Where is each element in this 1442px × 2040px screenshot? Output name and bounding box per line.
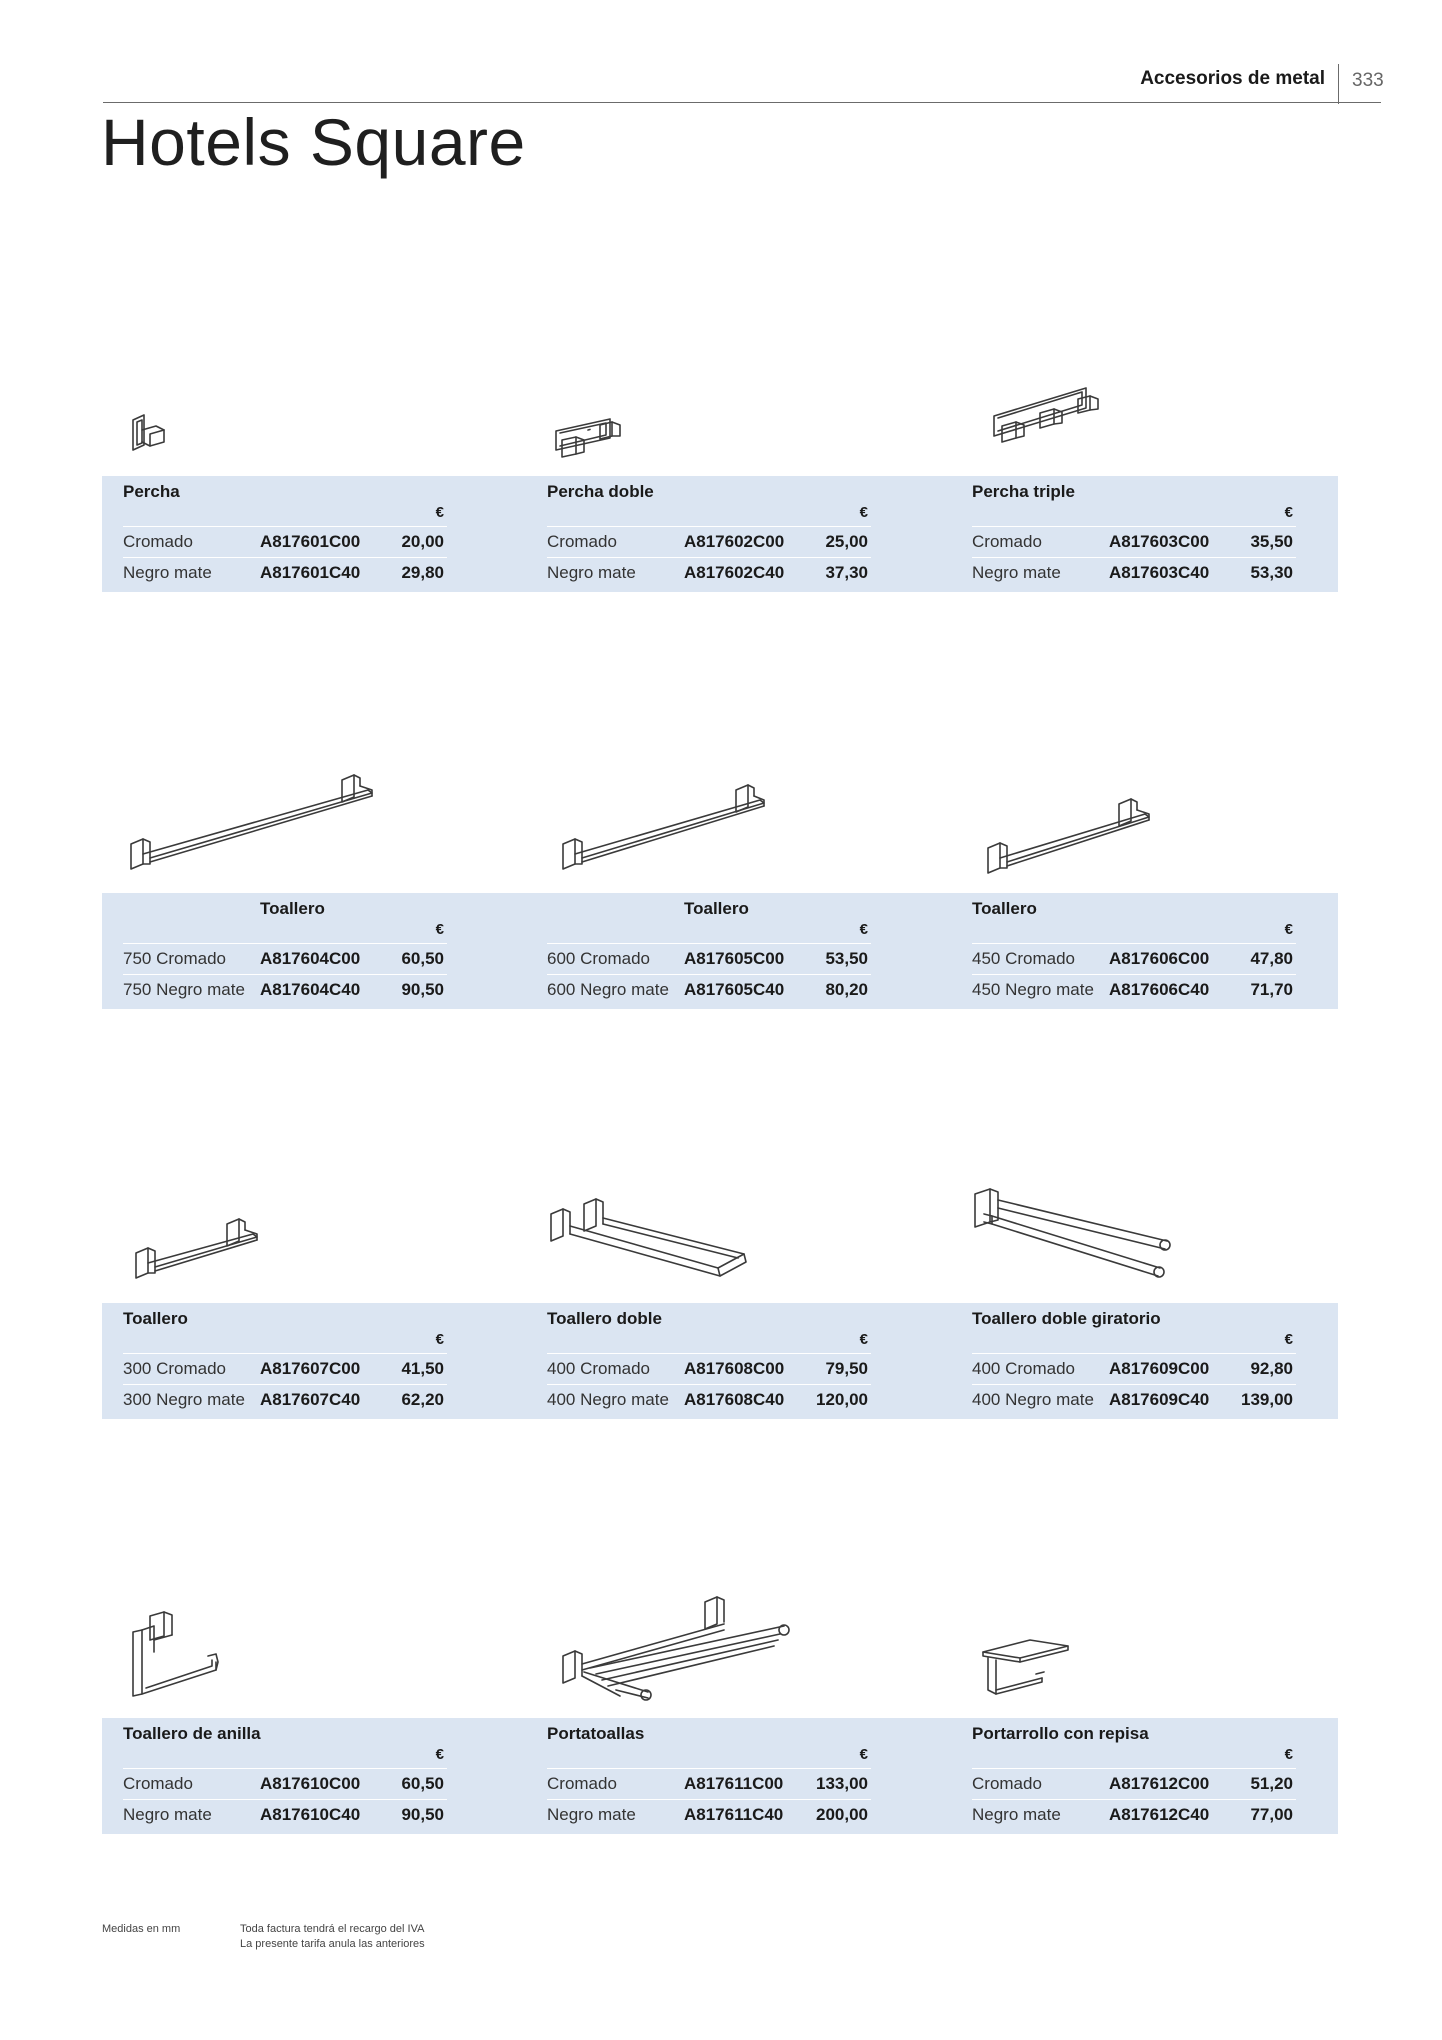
price-value: 139,00: [1241, 1390, 1293, 1409]
price-value: 47,80: [1250, 949, 1293, 968]
price-value: 77,00: [1250, 1805, 1293, 1824]
price-row: [123, 1805, 447, 1829]
price-row: [547, 1359, 871, 1383]
product-code: A817608C00: [684, 1359, 785, 1378]
currency-label: €: [1284, 921, 1293, 938]
variant-label: 600 Cromado: [547, 949, 651, 968]
price-row: [972, 563, 1296, 587]
variant-label: 450 Negro mate: [972, 980, 1094, 999]
price-row: [547, 1805, 871, 1829]
price-value: 133,00: [816, 1774, 868, 1793]
row-divider: [123, 1384, 447, 1385]
product-toallero-300: [102, 1303, 447, 1419]
product-code: A817612C00: [1109, 1774, 1210, 1793]
row-divider: [123, 1768, 447, 1769]
price-row: [972, 532, 1296, 556]
product-name: Portatoallas: [547, 1724, 645, 1743]
price-value: 92,80: [1250, 1359, 1293, 1378]
price-value: 41,50: [401, 1359, 444, 1378]
row-divider: [972, 526, 1296, 527]
row-divider: [972, 1799, 1296, 1800]
variant-label: 300 Cromado: [123, 1359, 227, 1378]
footer-vat-note: Toda factura tendrá el recargo del IVA: [240, 1923, 425, 1935]
variant-label: 750 Cromado: [123, 949, 227, 968]
price-row: [547, 532, 871, 556]
price-value: 71,70: [1250, 980, 1293, 999]
product-code: A817604C40: [260, 980, 361, 999]
product-toallero-doble: [526, 1303, 871, 1419]
product-name: Toallero doble giratorio: [972, 1309, 1161, 1328]
variant-label: 400 Negro mate: [547, 1390, 669, 1409]
price-row: [547, 1774, 871, 1798]
variant-label: 600 Negro mate: [547, 980, 669, 999]
price-value: 60,50: [401, 1774, 444, 1793]
currency-label: €: [1284, 504, 1293, 521]
currency-label: €: [1284, 1331, 1293, 1348]
product-name: Toallero: [260, 899, 325, 918]
price-row: [972, 1805, 1296, 1829]
price-value: 79,50: [825, 1359, 868, 1378]
price-value: 90,50: [401, 980, 444, 999]
swivel-double-towel-bar-icon: [972, 1186, 1172, 1286]
product-name: Toallero: [123, 1309, 188, 1328]
variant-label: 450 Cromado: [972, 949, 1076, 968]
row-divider: [972, 1353, 1296, 1354]
row-divider: [972, 1768, 1296, 1769]
row-divider: [123, 557, 447, 558]
price-value: 37,30: [825, 563, 868, 582]
row-divider: [972, 557, 1296, 558]
page-title: Hotels Square: [101, 105, 526, 179]
row-divider: [547, 1353, 871, 1354]
price-row: [547, 949, 871, 973]
product-percha: [102, 476, 447, 592]
price-value: 53,50: [825, 949, 868, 968]
price-value: 53,30: [1250, 563, 1293, 582]
footer-measurements: Medidas en mm: [102, 1923, 181, 1935]
price-value: 25,00: [825, 532, 868, 551]
price-value: 20,00: [401, 532, 444, 551]
double-hook-icon: [552, 414, 632, 459]
toilet-roll-holder-shelf-icon: [980, 1634, 1080, 1700]
header-rule: [103, 102, 1381, 103]
product-name: Percha: [123, 482, 180, 501]
product-toallero-doble-giratorio: [951, 1303, 1296, 1419]
product-name: Percha triple: [972, 482, 1075, 501]
product-portarrollo-con-repisa: [951, 1718, 1296, 1834]
price-row: [123, 563, 447, 587]
price-row: [972, 1390, 1296, 1414]
variant-label: 400 Negro mate: [972, 1390, 1094, 1409]
row-divider: [123, 526, 447, 527]
product-code: A817607C00: [260, 1359, 361, 1378]
product-code: A817611C00: [684, 1774, 784, 1793]
price-row: [547, 1390, 871, 1414]
product-code: A817606C40: [1109, 980, 1210, 999]
row-divider: [547, 974, 871, 975]
product-code: A817611C40: [684, 1805, 784, 1824]
product-code: A817603C40: [1109, 563, 1210, 582]
currency-label: €: [859, 921, 868, 938]
product-code: A817601C00: [260, 532, 361, 551]
price-row: [972, 949, 1296, 973]
currency-label: €: [435, 504, 444, 521]
product-code: A817607C40: [260, 1390, 361, 1409]
product-name: Toallero de anilla: [123, 1724, 261, 1743]
towel-bar-icon: [985, 796, 1155, 876]
price-row: [123, 532, 447, 556]
variant-label: Cromado: [972, 532, 1042, 551]
price-value: 51,20: [1250, 1774, 1293, 1793]
product-name: Toallero: [684, 899, 749, 918]
row-divider: [123, 1799, 447, 1800]
product-name: Portarrollo con repisa: [972, 1724, 1149, 1743]
product-code: A817604C00: [260, 949, 361, 968]
row-divider: [123, 943, 447, 944]
product-portatoallas: [526, 1718, 871, 1834]
currency-label: €: [859, 504, 868, 521]
variant-label: 400 Cromado: [972, 1359, 1076, 1378]
price-value: 62,20: [401, 1390, 444, 1409]
price-row: [123, 1390, 447, 1414]
variant-label: Negro mate: [972, 563, 1061, 582]
row-divider: [547, 1799, 871, 1800]
variant-label: Negro mate: [123, 1805, 212, 1824]
row-divider: [972, 974, 1296, 975]
price-value: 80,20: [825, 980, 868, 999]
towel-bar-icon: [128, 772, 378, 872]
product-name: Percha doble: [547, 482, 654, 501]
product-code: A817602C00: [684, 532, 785, 551]
price-row: [972, 1774, 1296, 1798]
page-number: 333: [1352, 70, 1384, 91]
product-code: A817609C40: [1109, 1390, 1210, 1409]
price-value: 90,50: [401, 1805, 444, 1824]
price-value: 200,00: [816, 1805, 868, 1824]
price-row: [123, 949, 447, 973]
currency-label: €: [435, 921, 444, 938]
product-code: A817612C40: [1109, 1805, 1210, 1824]
single-hook-icon: [128, 412, 178, 462]
price-value: 29,80: [401, 563, 444, 582]
footer-tariff-note: La presente tarifa anula las anteriores: [240, 1938, 425, 1950]
price-value: 120,00: [816, 1390, 868, 1409]
section-title: Accesorios de metal: [1140, 68, 1325, 89]
currency-label: €: [859, 1746, 868, 1763]
row-divider: [547, 943, 871, 944]
variant-label: Cromado: [547, 532, 617, 551]
product-code: A817601C40: [260, 563, 361, 582]
row-divider: [547, 557, 871, 558]
product-code: A817608C40: [684, 1390, 785, 1409]
row-divider: [547, 526, 871, 527]
variant-label: Cromado: [123, 1774, 193, 1793]
row-divider: [123, 1353, 447, 1354]
product-toallero-450: [951, 893, 1296, 1009]
product-percha-triple: [951, 476, 1296, 592]
header-divider: [1338, 64, 1339, 104]
variant-label: Cromado: [123, 532, 193, 551]
double-towel-bar-icon: [548, 1196, 754, 1282]
price-row: [123, 1359, 447, 1383]
towel-bar-icon: [560, 782, 770, 872]
variant-label: Negro mate: [547, 563, 636, 582]
currency-label: €: [435, 1331, 444, 1348]
product-code: A817609C00: [1109, 1359, 1210, 1378]
product-code: A817603C00: [1109, 532, 1210, 551]
triple-hook-icon: [990, 380, 1110, 446]
product-code: A817610C00: [260, 1774, 361, 1793]
variant-label: Negro mate: [123, 563, 212, 582]
variant-label: Negro mate: [547, 1805, 636, 1824]
towel-shelf-icon: [560, 1594, 792, 1704]
price-row: [547, 563, 871, 587]
row-divider: [972, 943, 1296, 944]
row-divider: [547, 1768, 871, 1769]
currency-label: €: [859, 1331, 868, 1348]
variant-label: 400 Cromado: [547, 1359, 651, 1378]
product-name: Toallero doble: [547, 1309, 662, 1328]
product-code: A817606C00: [1109, 949, 1210, 968]
towel-ring-icon: [130, 1610, 226, 1700]
row-divider: [972, 1384, 1296, 1385]
variant-label: Cromado: [972, 1774, 1042, 1793]
currency-label: €: [435, 1746, 444, 1763]
product-code: A817602C40: [684, 563, 785, 582]
variant-label: 300 Negro mate: [123, 1390, 245, 1409]
product-code: A817605C40: [684, 980, 785, 999]
product-toallero-de-anilla: [102, 1718, 447, 1834]
product-toallero-750: [102, 893, 447, 1009]
price-row: [123, 980, 447, 1004]
price-row: [547, 980, 871, 1004]
currency-label: €: [1284, 1746, 1293, 1763]
variant-label: Cromado: [547, 1774, 617, 1793]
product-code: A817605C00: [684, 949, 785, 968]
product-percha-doble: [526, 476, 871, 592]
variant-label: Negro mate: [972, 1805, 1061, 1824]
price-value: 60,50: [401, 949, 444, 968]
product-toallero-600: [526, 893, 871, 1009]
price-row: [972, 1359, 1296, 1383]
variant-label: 750 Negro mate: [123, 980, 245, 999]
row-divider: [123, 974, 447, 975]
price-row: [972, 980, 1296, 1004]
product-name: Toallero: [972, 899, 1037, 918]
price-value: 35,50: [1250, 532, 1293, 551]
product-code: A817610C40: [260, 1805, 361, 1824]
towel-bar-icon: [133, 1216, 263, 1281]
row-divider: [547, 1384, 871, 1385]
price-row: [123, 1774, 447, 1798]
